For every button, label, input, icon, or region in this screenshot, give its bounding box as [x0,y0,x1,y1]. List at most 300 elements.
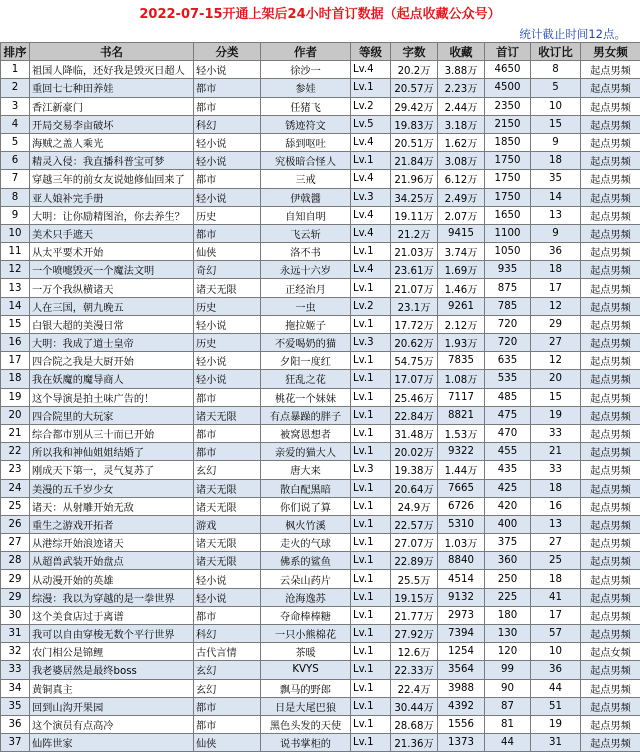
cell-author: 锈迹符文 [261,115,351,133]
cell-category: 轻小说 [194,588,261,606]
table-row [1,261,640,279]
cell-first-subs: 44 [485,734,531,752]
cell-level: Lv.4 [351,261,391,279]
cell-author: 三戒 [261,170,351,188]
cell-author: 有点暴躁的胖子 [261,406,351,424]
cell-audience: 起点男频 [581,170,640,188]
cell-ratio: 14 [531,188,581,206]
table-row [1,315,640,333]
cell-ratio: 12 [531,352,581,370]
table-row [1,515,640,533]
cell-rank: 16 [1,334,30,352]
cell-level: Lv.1 [351,443,391,461]
cell-book-name: 这个演员有点高冷 [30,715,194,733]
cell-audience: 起点男频 [581,424,640,442]
cell-book-name: 白银大超的美漫日常 [30,315,194,333]
cell-word-count: 24.9万 [391,497,438,515]
cell-favorites: 1.62万 [438,133,485,151]
cell-word-count: 21.2万 [391,224,438,242]
cell-favorites: 9261 [438,297,485,315]
cell-ratio: 13 [531,515,581,533]
cell-book-name: 综漫：我以为穿越的是一拳世界 [30,588,194,606]
cell-favorites: 7117 [438,388,485,406]
cell-level: Lv.1 [351,552,391,570]
cell-category: 轻小说 [194,61,261,79]
cell-level: Lv.1 [351,152,391,170]
cell-first-subs: 475 [485,406,531,424]
cell-author: 飞云斩 [261,224,351,242]
cell-first-subs: 470 [485,424,531,442]
cell-favorites: 9415 [438,224,485,242]
cell-first-subs: 120 [485,643,531,661]
cell-category: 诸天无限 [194,279,261,297]
cell-first-subs: 250 [485,570,531,588]
cell-category: 古代言情 [194,643,261,661]
cell-rank: 14 [1,297,30,315]
cell-first-subs: 360 [485,552,531,570]
cell-audience: 起点男频 [581,261,640,279]
cell-book-name: 重回七七种田养娃 [30,79,194,97]
cell-favorites: 3.88万 [438,61,485,79]
table-row [1,734,640,752]
cell-word-count: 20.02万 [391,443,438,461]
cell-level: Lv.1 [351,625,391,643]
cell-audience: 起点男频 [581,661,640,679]
cell-ratio: 18 [531,570,581,588]
cell-first-subs: 87 [485,697,531,715]
cell-word-count: 27.92万 [391,625,438,643]
cell-audience: 起点男频 [581,697,640,715]
cell-ratio: 10 [531,643,581,661]
cell-first-subs: 425 [485,479,531,497]
cell-rank: 29 [1,588,30,606]
cell-word-count: 21.36万 [391,734,438,752]
cell-rank: 22 [1,443,30,461]
cell-author: 走火的气球 [261,534,351,552]
cell-ratio: 5 [531,79,581,97]
cell-rank: 37 [1,734,30,752]
cell-level: Lv.1 [351,697,391,715]
cell-word-count: 25.46万 [391,388,438,406]
cell-word-count: 20.57万 [391,79,438,97]
cell-author: 狂乱之花 [261,370,351,388]
cell-book-name: 大明：让你励精图治，你去养生？ [30,206,194,224]
cell-first-subs: 1750 [485,170,531,188]
cell-audience: 起点男频 [581,334,640,352]
cell-level: Lv.1 [351,715,391,733]
cell-word-count: 19.38万 [391,461,438,479]
cell-category: 都市 [194,388,261,406]
cell-category: 诸天无限 [194,534,261,552]
cell-ratio: 10 [531,97,581,115]
cell-favorites: 1.46万 [438,279,485,297]
cell-word-count: 21.77万 [391,606,438,624]
cell-audience: 起点男频 [581,297,640,315]
cell-word-count: 22.57万 [391,515,438,533]
cell-level: Lv.1 [351,679,391,697]
cell-audience: 起点男频 [581,588,640,606]
cell-level: Lv.3 [351,461,391,479]
cell-book-name: 回到山沟开果园 [30,697,194,715]
stat-cutoff-note: 统计截止时间12点。 [519,27,626,41]
cell-audience: 起点男频 [581,534,640,552]
cell-author: 夕阳一度红 [261,352,351,370]
cell-rank: 17 [1,352,30,370]
cell-book-name: 香江新豪门 [30,97,194,115]
cell-ratio: 31 [531,734,581,752]
cell-book-name: 所以我和神仙姐姐结婚了 [30,443,194,461]
cell-first-subs: 635 [485,352,531,370]
cell-author: 洛不书 [261,243,351,261]
cell-favorites: 1.93万 [438,334,485,352]
cell-author: 舔到呕吐 [261,133,351,151]
cell-favorites: 2.44万 [438,97,485,115]
cell-ratio: 9 [531,133,581,151]
cell-favorites: 3564 [438,661,485,679]
header-author: 作者 [261,43,351,61]
cell-author: KVYS [261,661,351,679]
cell-audience: 起点男频 [581,352,640,370]
table-row [1,224,640,242]
cell-category: 轻小说 [194,188,261,206]
cell-level: Lv.1 [351,279,391,297]
cell-rank: 32 [1,643,30,661]
header-category: 分类 [194,43,261,61]
cell-favorites: 8821 [438,406,485,424]
cell-word-count: 30.44万 [391,697,438,715]
cell-level: Lv.3 [351,334,391,352]
cell-ratio: 33 [531,424,581,442]
cell-ratio: 57 [531,625,581,643]
cell-first-subs: 90 [485,679,531,697]
cell-category: 轻小说 [194,570,261,588]
cell-favorites: 2.49万 [438,188,485,206]
cell-level: Lv.1 [351,661,391,679]
cell-level: Lv.1 [351,515,391,533]
cell-favorites: 2973 [438,606,485,624]
cell-first-subs: 485 [485,388,531,406]
cell-level: Lv.2 [351,297,391,315]
table-row [1,406,640,424]
cell-rank: 13 [1,279,30,297]
page-title: 2022-07-15开通上架后24小时首订数据（起点收藏公众号） [0,6,640,24]
cell-ratio: 36 [531,243,581,261]
cell-rank: 34 [1,679,30,697]
cell-ratio: 19 [531,715,581,733]
cell-author: 你们说了算 [261,497,351,515]
cell-favorites: 5310 [438,515,485,533]
cell-ratio: 17 [531,606,581,624]
cell-word-count: 23.1万 [391,297,438,315]
cell-book-name: 一万个我纵横诸天 [30,279,194,297]
cell-first-subs: 720 [485,334,531,352]
cell-favorites: 3.08万 [438,152,485,170]
cell-first-subs: 1750 [485,152,531,170]
cell-ratio: 35 [531,170,581,188]
cell-favorites: 3.18万 [438,115,485,133]
cell-category: 科幻 [194,625,261,643]
cell-level: Lv.1 [351,606,391,624]
cell-rank: 36 [1,715,30,733]
cell-first-subs: 81 [485,715,531,733]
cell-category: 都市 [194,170,261,188]
cell-word-count: 21.84万 [391,152,438,170]
cell-book-name: 诸天：从射雕开始无敌 [30,497,194,515]
cell-audience: 起点男频 [581,188,640,206]
cell-audience: 起点男频 [581,115,640,133]
cell-audience: 起点男频 [581,243,640,261]
header-book-name: 书名 [30,43,194,61]
cell-author: 桃花一个妹妹 [261,388,351,406]
cell-first-subs: 535 [485,370,531,388]
cell-author: 究极暗合怪人 [261,152,351,170]
cell-rank: 2 [1,79,30,97]
cell-author: 唐大来 [261,461,351,479]
cell-audience: 起点男频 [581,461,640,479]
cell-ratio: 33 [531,461,581,479]
table-row [1,588,640,606]
cell-category: 都市 [194,424,261,442]
cell-word-count: 20.51万 [391,133,438,151]
cell-audience: 起点男频 [581,370,640,388]
cell-word-count: 54.75万 [391,352,438,370]
cell-audience: 起点男频 [581,279,640,297]
cell-level: Lv.2 [351,97,391,115]
cell-book-name: 精灵入侵：我直播科普宝可梦 [30,152,194,170]
cell-level: Lv.1 [351,534,391,552]
cell-book-name: 从动漫开始的英雄 [30,570,194,588]
cell-word-count: 20.2万 [391,61,438,79]
cell-author: 亲爱的猫大人 [261,443,351,461]
cell-book-name: 四合院里的大玩家 [30,406,194,424]
cell-ratio: 44 [531,679,581,697]
cell-category: 玄幻 [194,661,261,679]
table-row [1,352,640,370]
cell-audience: 起点男频 [581,406,640,424]
cell-word-count: 21.96万 [391,170,438,188]
cell-rank: 12 [1,261,30,279]
cell-favorites: 9322 [438,443,485,461]
cell-rank: 28 [1,552,30,570]
cell-first-subs: 785 [485,297,531,315]
cell-favorites: 1.44万 [438,461,485,479]
table-row [1,188,640,206]
cell-favorites: 7394 [438,625,485,643]
cell-author: 参娃 [261,79,351,97]
cell-ratio: 20 [531,370,581,388]
cell-author: 正经治月 [261,279,351,297]
cell-category: 历史 [194,297,261,315]
cell-word-count: 22.33万 [391,661,438,679]
cell-book-name: 这个导演是拍土味广告的！ [30,388,194,406]
cell-author: 自知自明 [261,206,351,224]
table-header-row [1,43,640,61]
cell-author: 徐沙一 [261,61,351,79]
cell-author: 云朵山药片 [261,570,351,588]
cell-book-name: 从超兽武装开始盘点 [30,552,194,570]
cell-first-subs: 225 [485,588,531,606]
cell-first-subs: 4650 [485,61,531,79]
cell-category: 历史 [194,206,261,224]
cell-ratio: 27 [531,534,581,552]
cell-author: 茶暖 [261,643,351,661]
cell-word-count: 22.84万 [391,406,438,424]
cell-ratio: 9 [531,224,581,242]
cell-rank: 5 [1,133,30,151]
table-row [1,152,640,170]
cell-rank: 11 [1,243,30,261]
cell-word-count: 29.42万 [391,97,438,115]
cell-rank: 4 [1,115,30,133]
cell-rank: 31 [1,625,30,643]
cell-first-subs: 935 [485,261,531,279]
cell-favorites: 3.74万 [438,243,485,261]
cell-audience: 起点女频 [581,643,640,661]
table-row [1,97,640,115]
cell-author: 黑色头发的天使 [261,715,351,733]
cell-audience: 起点男频 [581,552,640,570]
cell-level: Lv.4 [351,61,391,79]
table-row [1,715,640,733]
cell-audience: 起点男频 [581,152,640,170]
cell-favorites: 1254 [438,643,485,661]
cell-audience: 起点男频 [581,315,640,333]
table-row [1,697,640,715]
cell-book-name: 刚成天下第一，灵气复苏了 [30,461,194,479]
table-row [1,279,640,297]
table-row [1,370,640,388]
cell-level: Lv.1 [351,497,391,515]
cell-word-count: 21.07万 [391,279,438,297]
cell-audience: 起点男频 [581,715,640,733]
table-row [1,115,640,133]
cell-category: 玄幻 [194,461,261,479]
cell-audience: 起点男频 [581,206,640,224]
cell-category: 科幻 [194,115,261,133]
cell-author: 拖拉姬子 [261,315,351,333]
cell-favorites: 1.08万 [438,370,485,388]
cell-first-subs: 2150 [485,115,531,133]
cell-book-name: 农门相公是锦鲤 [30,643,194,661]
cell-category: 历史 [194,334,261,352]
table-row [1,479,640,497]
cell-author: 永远十六岁 [261,261,351,279]
cell-audience: 起点男频 [581,479,640,497]
cell-level: Lv.5 [351,115,391,133]
cell-favorites: 4392 [438,697,485,715]
header-first-subs: 首订 [485,43,531,61]
cell-rank: 3 [1,97,30,115]
cell-word-count: 25.5万 [391,570,438,588]
cell-level: Lv.4 [351,133,391,151]
table-row [1,297,640,315]
table-row [1,206,640,224]
cell-level: Lv.1 [351,734,391,752]
cell-rank: 19 [1,388,30,406]
cell-favorites: 7835 [438,352,485,370]
cell-ratio: 18 [531,479,581,497]
cell-book-name: 美术只手遮天 [30,224,194,242]
table-row [1,606,640,624]
cell-category: 诸天无限 [194,479,261,497]
cell-level: Lv.1 [351,370,391,388]
cell-first-subs: 1050 [485,243,531,261]
cell-rank: 29 [1,570,30,588]
cell-first-subs: 1650 [485,206,531,224]
cell-favorites: 1.69万 [438,261,485,279]
cell-audience: 起点男频 [581,734,640,752]
cell-word-count: 22.4万 [391,679,438,697]
cell-category: 轻小说 [194,152,261,170]
cell-book-name: 仙阵世家 [30,734,194,752]
cell-favorites: 6726 [438,497,485,515]
cell-category: 游戏 [194,515,261,533]
cell-category: 都市 [194,224,261,242]
cell-audience: 起点男频 [581,497,640,515]
cell-ratio: 21 [531,443,581,461]
cell-category: 诸天无限 [194,406,261,424]
cell-rank: 8 [1,188,30,206]
cell-rank: 35 [1,697,30,715]
cell-book-name: 从太平要术开始 [30,243,194,261]
cell-favorites: 2.07万 [438,206,485,224]
cell-ratio: 15 [531,115,581,133]
cell-favorites: 7665 [438,479,485,497]
cell-first-subs: 99 [485,661,531,679]
cell-ratio: 17 [531,279,581,297]
table-row [1,661,640,679]
cell-level: Lv.3 [351,188,391,206]
cell-word-count: 17.07万 [391,370,438,388]
cell-category: 都市 [194,79,261,97]
cell-first-subs: 400 [485,515,531,533]
cell-author: 日是大尾巴狼 [261,697,351,715]
header-favorites: 收藏 [438,43,485,61]
cell-audience: 起点男频 [581,79,640,97]
cell-category: 都市 [194,715,261,733]
cell-word-count: 21.03万 [391,243,438,261]
table-row [1,133,640,151]
header-word-count: 字数 [391,43,438,61]
header-ratio: 收订比 [531,43,581,61]
cell-word-count: 31.48万 [391,424,438,442]
cell-author: 说书掌柜的 [261,734,351,752]
cell-category: 都市 [194,97,261,115]
cell-audience: 起点男频 [581,625,640,643]
cell-first-subs: 4500 [485,79,531,97]
table-row [1,79,640,97]
cell-category: 仙侠 [194,734,261,752]
cell-author: 被窝恩想者 [261,424,351,442]
cell-author: 飘马的野郎 [261,679,351,697]
cell-book-name: 亚人娘补完手册 [30,188,194,206]
cell-ratio: 51 [531,697,581,715]
cell-favorites: 2.12万 [438,315,485,333]
header-audience: 男女频 [581,43,640,61]
cell-audience: 起点男频 [581,515,640,533]
cell-level: Lv.1 [351,388,391,406]
cell-category: 诸天无限 [194,552,261,570]
cell-favorites: 3988 [438,679,485,697]
cell-level: Lv.4 [351,206,391,224]
cell-level: Lv.1 [351,588,391,606]
cell-level: Lv.1 [351,643,391,661]
cell-author: 散白配黑暗 [261,479,351,497]
cell-ratio: 8 [531,61,581,79]
cell-word-count: 12.6万 [391,643,438,661]
cell-book-name: 美漫的五千岁少女 [30,479,194,497]
subscription-table [0,42,640,752]
